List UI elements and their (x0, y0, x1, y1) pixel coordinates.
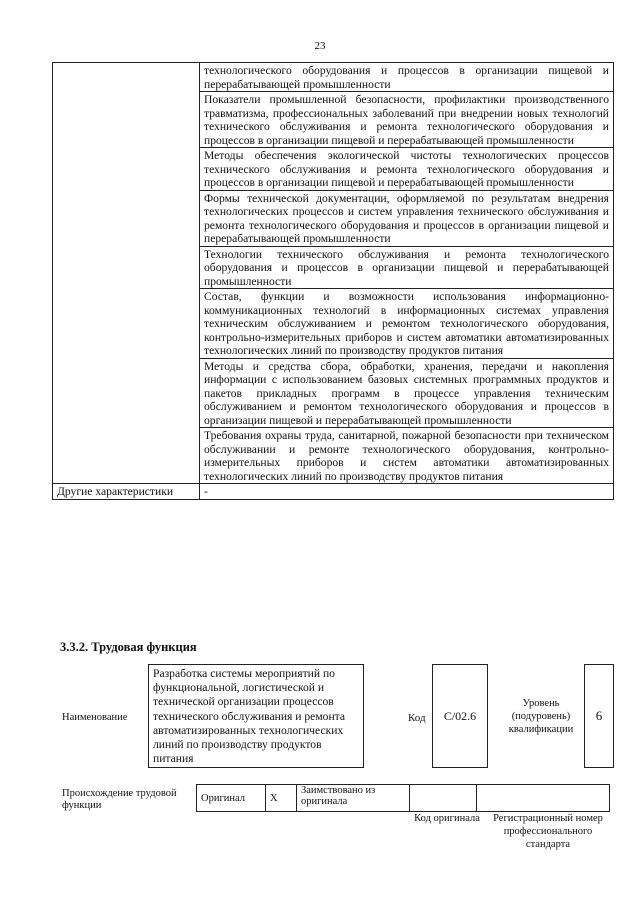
knowledge-cell: технологического оборудования и процессов в организации пищевой и перерабатывающей промышленности (200, 63, 614, 92)
reg-number-caption: Регистрационный номер профессионального стандарта (493, 813, 603, 850)
reg-number-cell (477, 785, 610, 812)
requirements-table (52, 62, 614, 500)
other-characteristics-label: Другие характеристики (53, 484, 200, 500)
code-box (432, 664, 488, 768)
knowledge-cell: Технологии технического обслуживания и ремонта технологического оборудования и процессов в организации пищевой и перерабатывающей промышленности (200, 246, 614, 289)
page-number: 23 (314, 40, 326, 52)
section-title: 3.3.2. Трудовая функция (60, 640, 197, 654)
original-code-caption: Код оригинала (414, 813, 480, 824)
knowledge-cell: Показатели промышленной безопасности, профилактики производственного травматизма, профессиональных заболеваний при внедрении новых технологий технического обслуживания и ремонта технологического оборудования и процессов в организации пищевой и перерабатывающей промышленности (200, 92, 614, 148)
knowledge-cell: Формы технической документации, оформляемой по результатам внедрения технологических процессов и систем управления технического обслуживания и ремонта технологического оборудования и процессов в организации пищевой и перерабатывающей промышленности (200, 190, 614, 246)
origin-label: Происхождение трудовой функции (62, 788, 177, 811)
empty-label-cell (53, 63, 200, 484)
qualification-level-value: 6 (595, 708, 603, 723)
qualification-level-box (584, 664, 614, 768)
knowledge-cell: Методы и средства сбора, обработки, хранения, передачи и накопления информации с использованием базовых системных программных продуктов и пакетов прикладных программ в процессе управления техническим обслуживанием и ремонтом технологического оборудования и процессов в организации пищевой и перерабатывающей промышленности (200, 358, 614, 428)
knowledge-cell: Методы обеспечения экологической чистоты технологических процессов технического обслуживания и ремонта технологического оборудования и процессов в организации пищевой и перерабатывающей промышленности (200, 148, 614, 191)
function-name-box: Разработка системы мероприятий по функциональной, логистической и технической организации процессов технического обслуживания и ремонта автоматизированных технологических линий по производству продуктов питания (148, 664, 364, 768)
borrowed-label: Заимствовано из оригинала (297, 785, 410, 812)
original-code-cell (410, 785, 477, 812)
code-value: C/02.6 (443, 708, 477, 723)
other-characteristics-value: - (200, 484, 614, 500)
original-label: Оригинал (197, 785, 266, 812)
code-label: Код (408, 712, 426, 724)
original-mark: X (266, 785, 297, 812)
origin-table (196, 784, 610, 812)
knowledge-cell: Состав, функции и возможности использования информационно-коммуникационных технологий в информационных системах управления техническим обслуживанием и ремонтом технологического оборудования, контрольно-измерительных приборов и систем автоматики автоматизированных технологических линий по производству продуктов питания (200, 289, 614, 359)
qualification-level-label: Уровень (подуровень) квалификации (508, 698, 574, 735)
table-row (53, 63, 614, 92)
table-row (53, 484, 614, 500)
table-row (197, 785, 610, 812)
knowledge-cell: Требования охраны труда, санитарной, пожарной безопасности при техническом обслуживании и ремонте технологического оборудования, контрольно-измерительных приборов и систем автоматики автоматизированных технологических линий по производству продуктов питания (200, 428, 614, 484)
name-label: Наименование (62, 712, 128, 723)
